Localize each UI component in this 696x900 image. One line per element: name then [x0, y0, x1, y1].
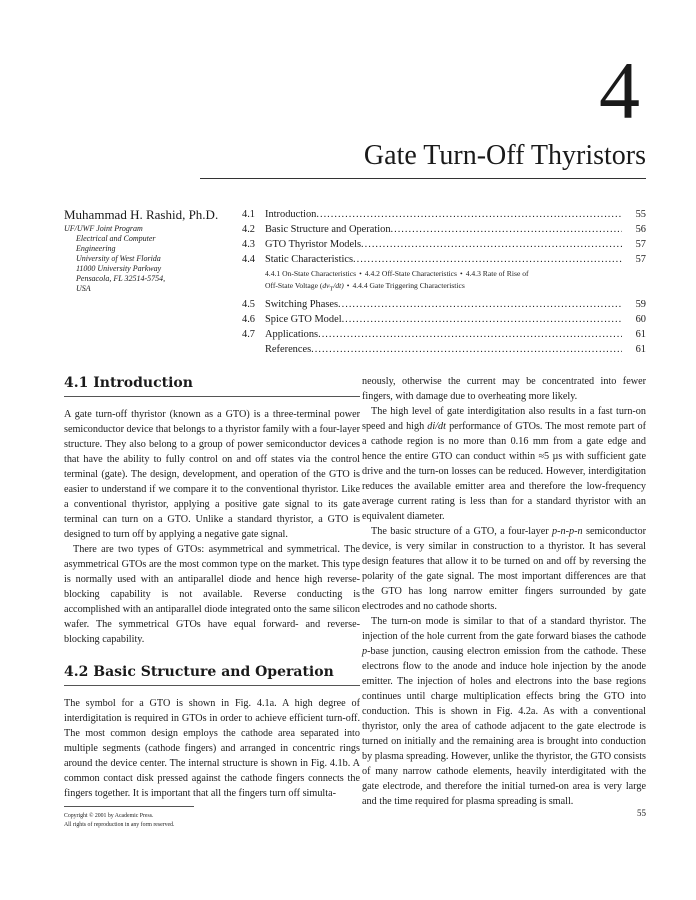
section-rule [64, 685, 360, 686]
section-heading-basic-structure: 4.2 Basic Structure and Operation [64, 664, 334, 680]
toc-subentry-line [265, 280, 646, 296]
math-dt: /dt) [333, 280, 344, 290]
paragraph: The symbol for a GTO is shown in Fig. 4.1a. A high degree of interdigitation is required in GTOs in order to achieve efficient turn-off. The most common design employs the cathode area separated into multiple segments (cathode fingers) and arranged in concentric rings around the device center. The internal structure is shown in Fig. 4.1b. A common contact disk pressed against the cathode fingers connects the fingers together. It is important that all the fingers turn off simulta- [64, 698, 360, 799]
toc-leader [342, 312, 622, 327]
paragraph: A gate turn-off thyristor (known as a GTO) is a three-terminal power semiconductor device that belongs to a thyristor family with a four-layer structure. They also belong to a group of power semiconductor devices that have the ability to fully control on and off states via the control terminal (gate). The design, development, and operation of the GTO is easier to understand if we compare it to the conventional thyristor. Like a conventional thyristor, applying a positive gate signal to its gate terminal can turn on a GTO. Unlike a standard thyristor, a GTO is designed to turn off by applying a negative gate signal. [64, 409, 360, 540]
copyright-line: Copyright © 2001 by Academic Press. [64, 813, 154, 819]
toc-entry[interactable] [242, 222, 646, 237]
affiliation-line: Electrical and Computer [76, 234, 156, 243]
toc-number: 4.2 [242, 224, 255, 235]
affiliation-line: Pensacola, FL 32514-5754, [76, 274, 166, 283]
toc-number: 4.3 [242, 239, 255, 250]
toc-title: References [265, 343, 312, 355]
toc-subentry[interactable]: 4.4.4 Gate Triggering Characteristics [352, 280, 465, 290]
toc-number: 4.5 [242, 298, 255, 310]
author-block [64, 207, 239, 294]
copyright-footer [64, 806, 194, 830]
right-column [362, 374, 646, 809]
page-number: 55 [637, 808, 646, 818]
toc-title: Basic Structure and Operation [265, 224, 391, 235]
table-of-contents [242, 207, 646, 357]
affiliation-line: 11000 University Parkway [76, 264, 162, 273]
toc-leader [318, 327, 622, 342]
author-name: Muhammad H. Rashid, Ph.D. [64, 207, 219, 222]
author-affiliation [64, 224, 239, 294]
toc-page: 60 [635, 313, 646, 325]
toc-entry[interactable] [242, 342, 646, 357]
toc-leader [353, 252, 622, 267]
math-pnpn: p-n-p-n [552, 526, 583, 537]
toc-page: 55 [635, 209, 646, 220]
text-run: -base junction, causing electron emission from the cathode. These electrons flow to the anode and induce hole injection by the anode emitter. The injection of holes and electrons into the base regions continues until charge multiplication effects bring the GTO into conduction. This is shown in Fig. 4.2a. As with a conventional thyristor, only the area of cathode adjacent to the gate electrode is turned on initially and the remaining area is brought into conduction by plasma spreading. However, unlike the thyristor, the GTO consists of many narrow cathode elements, heavily interdigitated with the gate electrode, and therefore the initial turned-on area is very large and the time required for plasma spreading is small. [362, 646, 646, 807]
toc-leader [316, 207, 622, 222]
toc-title: Applications [265, 328, 319, 340]
toc-subentry[interactable]: 4.4.2 Off-State Characteristics [364, 269, 458, 278]
paragraph [362, 404, 646, 524]
toc-title: GTO Thyristor Models [265, 239, 362, 250]
text-run: performance of GTOs. The most remote part of a cathode region is no more than 0.16 mm from a gate edge and hence the entire GTO can conduct within ≈5 µs with sufficient gate drive and the turn-on losses can be reduced. However, interdigitation reduces the available emitter area and therefore the low-frequency average current rating is less than for a standard thyristor with an equivalent diameter. [362, 421, 646, 522]
toc-subentries [242, 268, 646, 296]
chapter-number: 4 [599, 45, 640, 136]
toc-page: 56 [635, 224, 646, 235]
affiliation-line: Engineering [76, 244, 116, 253]
affiliation-line: University of West Florida [76, 254, 161, 263]
toc-page: 61 [635, 343, 646, 355]
toc-number: 4.6 [242, 313, 255, 325]
toc-entry[interactable] [242, 207, 646, 222]
paragraph [362, 614, 646, 809]
text-run: The turn-on mode is similar to that of a standard thyristor. The injection of the hole current from the gate forward biases the cathode [362, 616, 646, 642]
toc-entry[interactable] [242, 312, 646, 327]
affiliation-line: USA [76, 284, 91, 293]
paragraph [362, 524, 646, 614]
toc-page: 61 [635, 328, 646, 340]
math-subscript: T [329, 286, 334, 293]
text-run: The high level of gate interdigitation also results in a fast turn-on speed and high [362, 406, 646, 432]
toc-page: 59 [635, 298, 646, 310]
toc-entry[interactable] [242, 327, 646, 342]
toc-leader [391, 222, 622, 237]
toc-title: Spice GTO Model [265, 313, 342, 325]
toc-leader [338, 297, 622, 312]
section-rule [64, 396, 360, 397]
title-rule [200, 178, 646, 179]
section-heading-introduction: 4.1 Introduction [64, 375, 193, 391]
text-run: semiconductor device, is very similar in construction to a thyristor. It has several design features that allow it to be turned on and off by reversing the polarity of the gate signal. The most important differences are that the GTO has long narrow emitter fingers surrounded by gate electrodes and no cathode shorts. [362, 526, 646, 612]
toc-title: Switching Phases [265, 298, 339, 310]
math-p: p [362, 646, 368, 657]
toc-page: 57 [635, 254, 646, 265]
math-di-dt: di/dt [427, 421, 446, 432]
toc-entry[interactable] [242, 297, 646, 312]
rights-line: All rights of reproduction in any form reserved. [64, 822, 175, 828]
toc-entry[interactable] [242, 237, 646, 252]
math-dv: dv [322, 280, 330, 290]
toc-leader [311, 342, 622, 357]
paragraph: There are two types of GTOs: asymmetrical and symmetrical. The asymmetrical GTOs are the most common type on the market. This type is normally used with an antiparallel diode and hence high reverse-blocking capability is not available. Reverse conducting is accomplished with an antiparallel diode integrated onto the same silicon wafer. The symmetrical GTOs have equal forward- and reverse-blocking capability. [64, 544, 360, 645]
toc-subentry[interactable]: 4.4.1 On-State Characteristics [265, 269, 357, 278]
left-column [64, 374, 360, 801]
text-run: The basic structure of a GTO, a four-layer [371, 526, 553, 537]
toc-leader [361, 237, 622, 252]
paragraph: neously, otherwise the current may be concentrated into fewer fingers, with damage due to overheating more likely. [362, 376, 646, 402]
bullet-icon: • [460, 269, 463, 278]
toc-number: 4.1 [242, 209, 255, 220]
toc-entry[interactable] [242, 252, 646, 267]
toc-subentry[interactable]: 4.4.3 Rate of Rise of [465, 269, 529, 278]
chapter-title: Gate Turn-Off Thyristors [363, 140, 646, 171]
toc-title: Introduction [265, 209, 317, 220]
toc-number: 4.7 [242, 328, 255, 340]
toc-subentry-cont: Off-State Voltage ( [265, 280, 323, 290]
bullet-icon: • [359, 269, 362, 278]
toc-title: Static Characteristics [265, 254, 354, 265]
toc-subentry-line [265, 268, 646, 280]
toc-number: 4.4 [242, 254, 255, 265]
toc-page: 57 [635, 239, 646, 250]
affiliation-line: UF/UWF Joint Program [64, 224, 143, 233]
bullet-icon: • [346, 280, 350, 290]
